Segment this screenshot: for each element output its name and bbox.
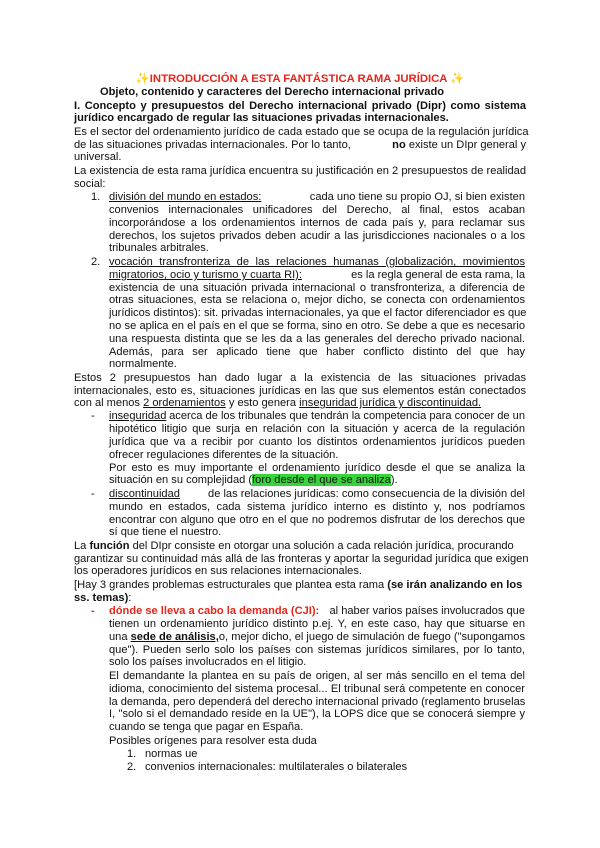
demanda-line3-a: una <box>109 631 128 643</box>
presupuesto-2-line8: Además, para ser aplicado tiene que haber conflicto distinto del que hay <box>109 346 525 358</box>
inseguridad-line6-a: situación en su complejidad ( <box>109 474 253 486</box>
presupuesto-2-line7: una respuesta distinta que se les da a las generales del derecho privado nacional. <box>109 333 525 345</box>
demanda-line3-b: o, mejor dicho, el juego de simulación de fuego ("supongamos <box>218 631 525 643</box>
list-number: 1. <box>91 191 101 203</box>
def-line2-end: existe un DIpr general y <box>408 139 526 151</box>
presupuesto-2-line6: no se aplica en el país en el que se forma, sino en otro. Se debe a que es necesario <box>109 320 525 332</box>
demanda-term: dónde se lleva a cabo la demanda (CJI): <box>109 605 320 617</box>
origins-intro: Posibles orígenes para resolver esta duda <box>109 735 317 747</box>
estos-line3-u1: 2 ordenamientos <box>143 397 226 409</box>
inseguridad-line1 <box>109 410 525 422</box>
presupuesto-2-line5: jurídicos distintos): sit. privadas internacionales, ya que el factor diferenciador es que <box>109 307 527 319</box>
bullet-dash: - <box>91 605 95 617</box>
demanda-line2: tienen un ordenamiento jurídico distinto p.ej. Y, en este caso, hay que situarse en <box>109 618 525 630</box>
inseguridad-term: inseguridad <box>109 410 167 422</box>
problemas-line1 <box>74 579 522 591</box>
def-line1: Es el sector del ordenamiento jurídico de cada estado que se ocupa de la regulación jurídica <box>74 126 529 138</box>
estos-line3-u2: inseguridad jurídica y discontinuidad. <box>299 397 482 409</box>
origin-item: normas ue <box>145 748 198 760</box>
origin-number: 1. <box>127 748 137 760</box>
def-line2-bold: no <box>392 139 406 151</box>
demanda-p2-line1: El demandante la plantea en su país de origen, al ser más sencillo en el tema del <box>109 670 525 682</box>
presupuesto-2-line2 <box>109 269 525 281</box>
presupuesto-2-title-line1: vocación transfronteriza de las relaciones humanas (globalización, movimientos <box>109 256 525 268</box>
presupuesto-2-title-line2: migratorios, ocio y turismo y cuarta RI): <box>109 269 302 281</box>
demanda-p2-line5: cuando se tenga que pagar en España. <box>109 721 304 733</box>
demanda-line1 <box>109 605 525 617</box>
presupuesto-1-line4: derechos, los sujetos privados deben acudir a las jurisdicciones nacionales o a los <box>109 230 525 242</box>
presupuesto-2-line9: normalmente. <box>109 358 177 370</box>
discontinuidad-line1 <box>109 488 525 500</box>
section-heading-line1: I. Concepto y presupuestos del Derecho internacional privado (Dipr) como sistema <box>74 100 526 112</box>
origin-number: 2. <box>127 761 137 773</box>
discontinuidad-rest: de las relaciones jurídicas: como consecuencia de la división del <box>208 488 525 500</box>
estos-line3-b: y esto genera <box>228 397 297 409</box>
presupuesto-1-title: división del mundo en estados: <box>109 191 262 203</box>
def-line2-text: de las situaciones privadas internacionales. Por lo tanto, <box>74 139 351 151</box>
demanda-line3 <box>109 631 525 643</box>
presupuesto-2-rest: es la regla general de esta rama, la <box>351 269 525 281</box>
demanda-line5: solo los países involucrados en el litigio. <box>109 656 307 668</box>
presupuesto-1-line3: incorporándose a los ordenamientos internos de cada país y, para reclamar sus <box>109 217 525 229</box>
estos-line2: internacionales, esto es, situaciones jurídicas en las que sus elementos están conectados <box>74 385 526 397</box>
funcion-line1 <box>74 540 514 552</box>
subtitle: Objeto, contenido y caracteres del Derecho internacional privado <box>100 86 445 98</box>
presupuesto-2-line3: existencia de una situación privada internacional o transfronteriza, a diferencia de <box>109 282 525 294</box>
demanda-p2-line3: la demanda, pero dependerá del derecho internacional privado (reglamento bruselas <box>109 696 526 708</box>
demanda-rest: al haber varios países involucrados que <box>329 605 525 617</box>
discontinuidad-term: discontinuidad <box>109 488 180 500</box>
estos-line3-a: con al menos <box>74 397 140 409</box>
def-line3: universal. <box>74 151 122 163</box>
inseguridad-line2: hipotético litigio que surja en relación con la situación y acerca de la regulación <box>109 423 525 435</box>
existence-line2: social: <box>74 178 106 190</box>
demanda-line4: que"). Pueden serlo solo los países con sistemas jurídicos similares, por lo tanto, <box>109 644 525 656</box>
document-title: ✨INTRODUCCIÓN A ESTA FANTÁSTICA RAMA JURÍDICA ✨ <box>135 73 465 85</box>
inseguridad-line4: ofrecer regulaciones diferentes de la situación. <box>109 449 339 461</box>
origin-item: convenios internacionales: multilaterales o bilaterales <box>145 761 408 773</box>
funcion-a: La <box>74 540 87 552</box>
funcion-line2: garantizar su continuidad más allá de las fronteras y aportar la seguridad jurídica que exigen <box>74 553 529 565</box>
problemas-bold2: ss. temas) <box>74 592 129 604</box>
problemas-bold1: (se irán analizando en los <box>387 579 523 591</box>
def-line2 <box>74 139 526 151</box>
inseguridad-rest: acerca de los tribunales que tendrán la competencia para conocer de un <box>169 410 525 422</box>
presupuesto-1-line1 <box>109 191 525 203</box>
demanda-p2-line2: idioma, conocimiento del sistema procesal... El tribunal será competente en conocer <box>109 683 525 695</box>
problemas-end: : <box>128 592 132 604</box>
list-number: 2. <box>91 256 101 268</box>
demanda-p2-line4: I, "solo si el demandado reside en la UE"), la LOPS dice que se conocerá siempre y <box>109 708 525 720</box>
highlight-foro: foro desde el que se analiza <box>252 474 391 486</box>
sede-de-analisis: sede de análisis, <box>130 631 219 643</box>
inseguridad-line5: Por esto es muy importante el ordenamiento jurídico desde el que se analiza la <box>109 462 525 474</box>
presupuesto-1-line2: convenios internacionales unificadores del Derecho, al final, estos acaban <box>109 204 525 216</box>
bullet-dash: - <box>91 410 95 422</box>
problemas-a: [Hay 3 grandes problemas estructurales que plantea esta rama <box>74 579 385 591</box>
problemas-line2 <box>74 592 131 604</box>
inseguridad-line3: jurídica que va a recibir por cuanto los distintos ordenamientos jurídicos pueden <box>109 436 525 448</box>
presupuesto-1-rest: cada uno tiene su propio OJ, si bien existen <box>309 191 525 203</box>
estos-line1: Estos 2 presupuestos han dado lugar a la existencia de las situaciones privadas <box>74 372 526 384</box>
inseguridad-line6-b: ). <box>390 474 398 486</box>
inseguridad-line6 <box>109 474 398 486</box>
funcion-bold: función <box>89 540 130 552</box>
existence-line1: La existencia de esta rama jurídica encuentra su justificación en 2 presupuestos de realidad <box>74 165 526 177</box>
estos-line3 <box>74 397 481 409</box>
discontinuidad-line2: mundo en estados, cada sistema jurídico interno es distinto y, nos podríamos <box>109 501 525 513</box>
presupuesto-1-line5: tribunales arbitrales. <box>109 242 209 254</box>
discontinuidad-line3: encontrar con alguno que otro en el que no podremos disfrutar de los derechos que <box>109 514 525 526</box>
presupuesto-2-line4: otras situaciones, esta se relaciona o, mejor dicho, se conecta con ordenamientos <box>109 294 525 306</box>
funcion-b: del DIpr consiste en otorgar una solución a cada relación jurídica, procurando <box>132 540 514 552</box>
funcion-line3: los operadores jurídicos en sus relaciones internacionales. <box>74 565 362 577</box>
section-heading-line2: jurídico encargado de regular las situaciones privadas internacionales. <box>74 112 449 124</box>
discontinuidad-line4: sí que tiene el nuestro. <box>109 526 222 538</box>
bullet-dash: - <box>91 488 95 500</box>
